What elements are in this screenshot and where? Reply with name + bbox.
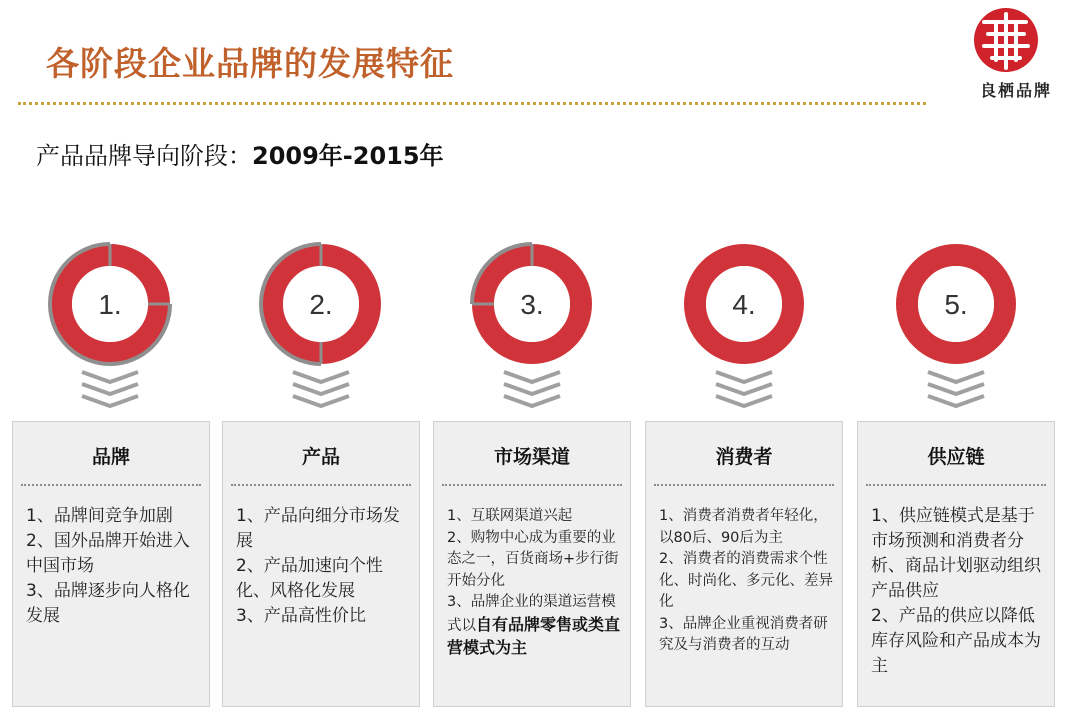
card-line-prefix: 3、品牌企业的渠道运营模式以 bbox=[447, 594, 616, 634]
card-consumer bbox=[645, 421, 843, 707]
card-line bbox=[447, 592, 622, 661]
chevron-down-icon bbox=[712, 366, 776, 410]
card-body bbox=[871, 504, 1046, 679]
logo-text: 良栖品牌 bbox=[979, 81, 1052, 100]
card-product bbox=[222, 421, 420, 707]
card-title: 供应链 bbox=[927, 446, 985, 468]
card-line: 3、产品高性价比 bbox=[236, 606, 366, 626]
page-title: 各阶段企业品牌的发展特征 bbox=[46, 44, 454, 83]
card-brand bbox=[12, 421, 210, 707]
card-title: 消费者 bbox=[715, 446, 773, 468]
stage-ring-3 bbox=[470, 242, 594, 366]
card-line: 2、产品加速向个性化、风格化发展 bbox=[236, 556, 383, 601]
card-channel bbox=[433, 421, 631, 707]
card-title: 品牌 bbox=[91, 446, 130, 468]
card-body bbox=[236, 504, 411, 629]
card-line: 2、消费者的消费需求个性化、时尚化、多元化、差异化 bbox=[659, 551, 833, 610]
stage-period: 2009年-2015年 bbox=[252, 142, 444, 170]
card-line: 3、品牌逐步向人格化发展 bbox=[26, 581, 190, 626]
ring-label: 3. bbox=[520, 289, 544, 320]
card-line: 1、产品向细分市场发展 bbox=[236, 506, 400, 551]
card-line: 3、品牌企业重视消费者研究及与消费者的互动 bbox=[659, 615, 828, 653]
card-line: 2、产品的供应以降低库存风险和产品成本为主 bbox=[871, 606, 1041, 676]
card-divider bbox=[866, 484, 1046, 486]
chevron-down-icon bbox=[500, 366, 564, 410]
card-line: 1、互联网渠道兴起 bbox=[447, 508, 573, 524]
card-title: 市场渠道 bbox=[493, 446, 570, 468]
card-divider bbox=[654, 484, 834, 486]
card-title: 产品 bbox=[301, 446, 340, 468]
card-body bbox=[26, 504, 201, 629]
ring-label: 2. bbox=[309, 289, 333, 320]
card-line: 2、国外品牌开始进入中国市场 bbox=[26, 531, 190, 576]
card-body bbox=[447, 506, 622, 661]
card-divider bbox=[231, 484, 411, 486]
card-line: 1、供应链模式是基于市场预测和消费者分析、商品计划驱动组织产品供应 bbox=[871, 506, 1041, 601]
chevron-down-icon bbox=[289, 366, 353, 410]
stage-ring-5 bbox=[894, 242, 1018, 366]
card-line: 1、品牌间竞争加剧 bbox=[26, 506, 173, 526]
stage-subtitle bbox=[36, 136, 444, 171]
card-divider bbox=[21, 484, 201, 486]
stage-label: 产品品牌导向阶段： bbox=[36, 142, 252, 170]
card-divider bbox=[442, 484, 622, 486]
ring-label: 4. bbox=[732, 289, 756, 320]
card-line-emphasis: 自有品牌零售或类直营模式为主 bbox=[447, 614, 621, 657]
card-line: 1、消费者消费者年轻化，以80后、90后为主 bbox=[659, 508, 828, 546]
stage-ring-4 bbox=[682, 242, 806, 366]
stage-ring-2 bbox=[259, 242, 383, 366]
stage-ring-1 bbox=[48, 242, 172, 366]
title-divider bbox=[18, 102, 926, 105]
ring-label: 5. bbox=[944, 289, 968, 320]
chevron-down-icon bbox=[924, 366, 988, 410]
card-body bbox=[659, 506, 834, 657]
card-supply-chain bbox=[857, 421, 1055, 707]
chevron-down-icon bbox=[78, 366, 142, 410]
ring-label: 1. bbox=[98, 289, 122, 320]
card-line: 2、购物中心成为重要的业态之一，百货商场+步行街开始分化 bbox=[447, 529, 619, 589]
